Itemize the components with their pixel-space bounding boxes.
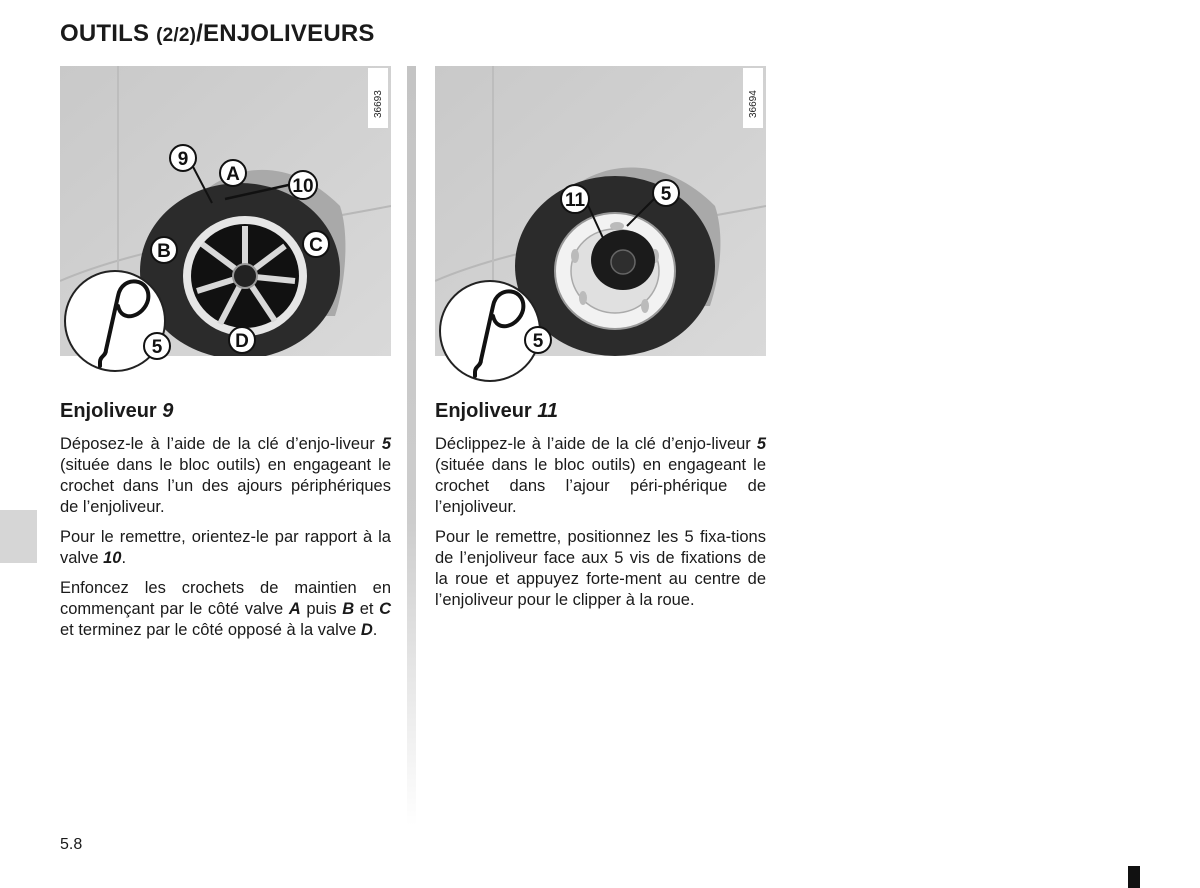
svg-text:D: D [235, 331, 249, 352]
corner-thumb-mark [1128, 866, 1140, 888]
paragraph-removal: Déclippez-le à l’aide de la clé d’enjo-liveur 5 (située dans le bloc outils) en engageant le crochet dans l’ajour péri-phérique de l’enjoliveur. [435, 435, 766, 516]
figure-hubcap-11 [435, 66, 766, 386]
svg-text:10: 10 [292, 176, 314, 197]
svg-text:11: 11 [564, 190, 586, 211]
callout-5-top [653, 180, 679, 206]
svg-text:9: 9 [177, 149, 189, 170]
callout-9 [170, 145, 196, 171]
title-main: OUTILS [60, 20, 150, 47]
callout-B [151, 237, 177, 263]
svg-text:5: 5 [660, 184, 672, 205]
svg-text:5: 5 [151, 337, 163, 358]
key-inset [440, 281, 540, 381]
figure-number: 36694 [748, 90, 759, 118]
page-number: 5.8 [60, 836, 83, 853]
callout-10 [289, 171, 317, 199]
callout-5 [144, 333, 170, 359]
title-part-indicator: (2/2) [156, 25, 197, 46]
callout-C [303, 231, 329, 257]
section-heading: Enjoliveur 11 [435, 400, 559, 422]
section-hubcap-9 [60, 400, 391, 650]
figure-number: 36693 [373, 90, 384, 118]
svg-text:C: C [309, 235, 323, 256]
figure-hubcap-9 [60, 66, 391, 386]
callout-11 [561, 185, 589, 213]
svg-text:A: A [226, 164, 240, 185]
paragraph-refit: Pour le remettre, positionnez les 5 fixa-tions de l’enjoliveur face aux 5 vis de fixations de la roue et appuyez forte-ment au centre de l’enjoliveur pour le clipper à la roue. [435, 528, 766, 609]
section-heading: Enjoliveur 9 [60, 400, 174, 422]
center-cap-hub [611, 250, 635, 274]
paragraph-removal: Déposez-le à l’aide de la clé d’enjo-liveur 5 (située dans le bloc outils) en engageant le crochet dans l’un des ajours périphériques de l’enjoliveur. [60, 435, 391, 516]
svg-text:B: B [157, 241, 171, 262]
paragraph-refit: Pour le remettre, orientez-le par rapport à la valve 10. [60, 528, 391, 567]
title-suffix: /ENJOLIVEURS [196, 20, 375, 47]
hub-center [233, 264, 257, 288]
page-title [60, 20, 375, 48]
callout-D [229, 327, 255, 353]
paragraph-clips: Enfoncez les crochets de maintien en commençant par le côté valve A puis B et C et terminez par le côté opposé à la valve D. [60, 579, 392, 639]
section-hubcap-11 [435, 400, 766, 620]
callout-A [220, 160, 246, 186]
callout-5 [525, 327, 551, 353]
column-divider [407, 66, 416, 826]
chapter-tab [0, 510, 37, 563]
svg-text:5: 5 [532, 331, 544, 352]
